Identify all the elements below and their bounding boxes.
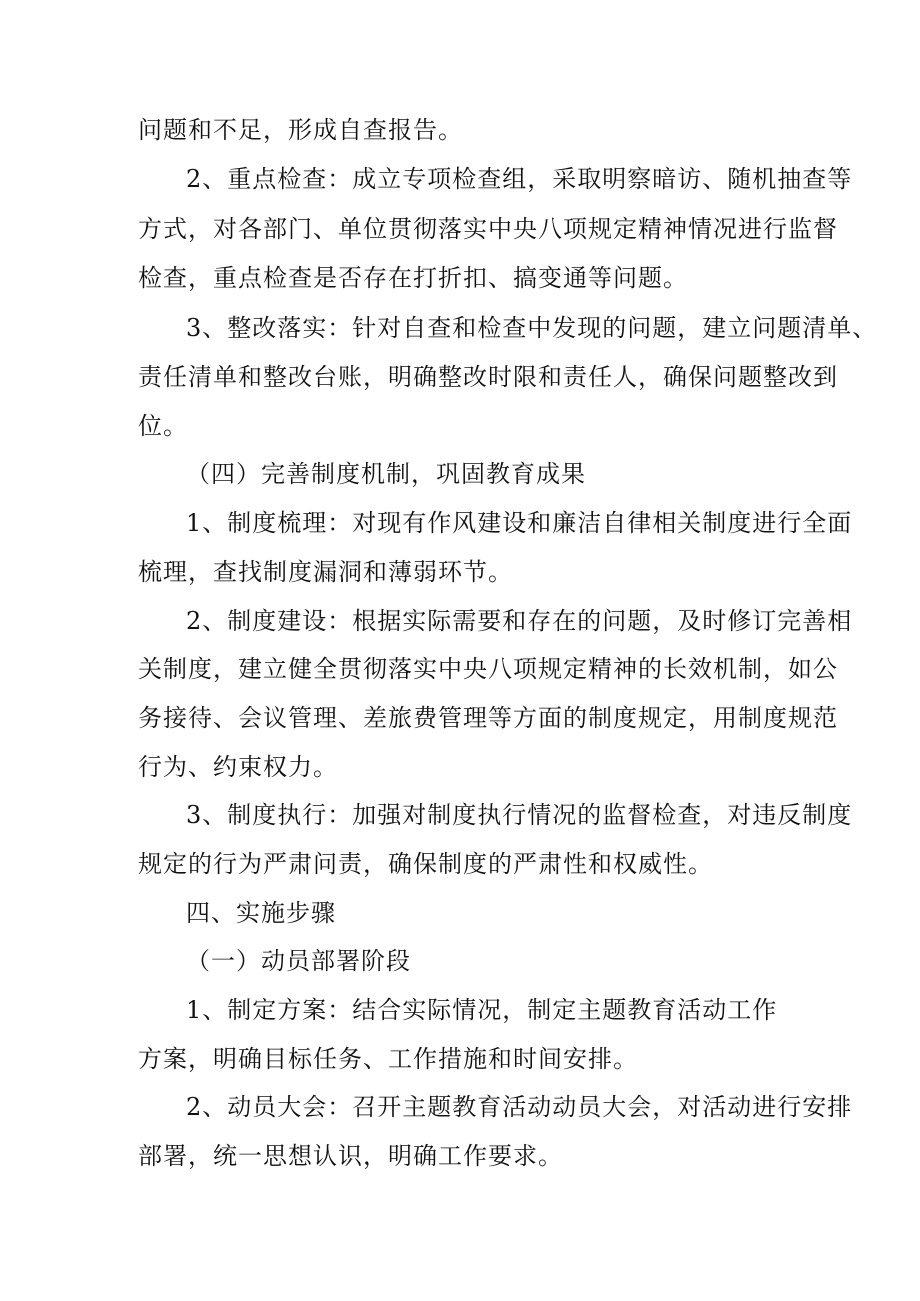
text-line: 规定的行为严肃问责，确保制度的严肃性和权威性。 xyxy=(138,850,713,878)
text-line: 部署，统一思想认识，明确工作要求。 xyxy=(138,1142,563,1170)
section-heading: （一）动员部署阶段 xyxy=(186,947,411,975)
text-line: 行为、约束权力。 xyxy=(138,753,338,781)
text-line: 1、制度梳理：对现有作风建设和廉洁自律相关制度进行全面 xyxy=(186,509,853,537)
text-line: 责任清单和整改台账，明确整改时限和责任人，确保问题整改到 xyxy=(138,363,838,391)
text-line: 1、制定方案：结合实际情况，制定主题教育活动工作 xyxy=(186,996,778,1024)
section-heading: （四）完善制度机制，巩固教育成果 xyxy=(186,460,586,488)
text-line: 位。 xyxy=(138,412,188,440)
text-line: 方案，明确目标任务、工作措施和时间安排。 xyxy=(138,1045,638,1073)
text-line: 关制度，建立健全贯彻落实中央八项规定精神的长效机制，如公 xyxy=(138,655,838,683)
chapter-heading: 四、实施步骤 xyxy=(186,899,336,927)
text-line: 3、整改落实：针对自查和检查中发现的问题，建立问题清单、 xyxy=(186,314,878,342)
text-line: 梳理，查找制度漏洞和薄弱环节。 xyxy=(138,558,513,586)
text-line: 2、制度建设：根据实际需要和存在的问题，及时修订完善相 xyxy=(186,607,853,635)
text-line: 2、重点检查：成立专项检查组，采取明察暗访、随机抽查等 xyxy=(186,165,853,193)
text-line: 3、制度执行：加强对制度执行情况的监督检查，对违反制度 xyxy=(186,801,853,829)
text-line: 检查，重点检查是否存在打折扣、搞变通等问题。 xyxy=(138,264,688,292)
text-line: 2、动员大会：召开主题教育活动动员大会，对活动进行安排 xyxy=(186,1093,853,1121)
text-line: 问题和不足，形成自查报告。 xyxy=(138,116,463,144)
text-line: 务接待、会议管理、差旅费管理等方面的制度规定，用制度规范 xyxy=(138,704,838,732)
text-line: 方式，对各部门、单位贯彻落实中央八项规定精神情况进行监督 xyxy=(138,215,838,243)
